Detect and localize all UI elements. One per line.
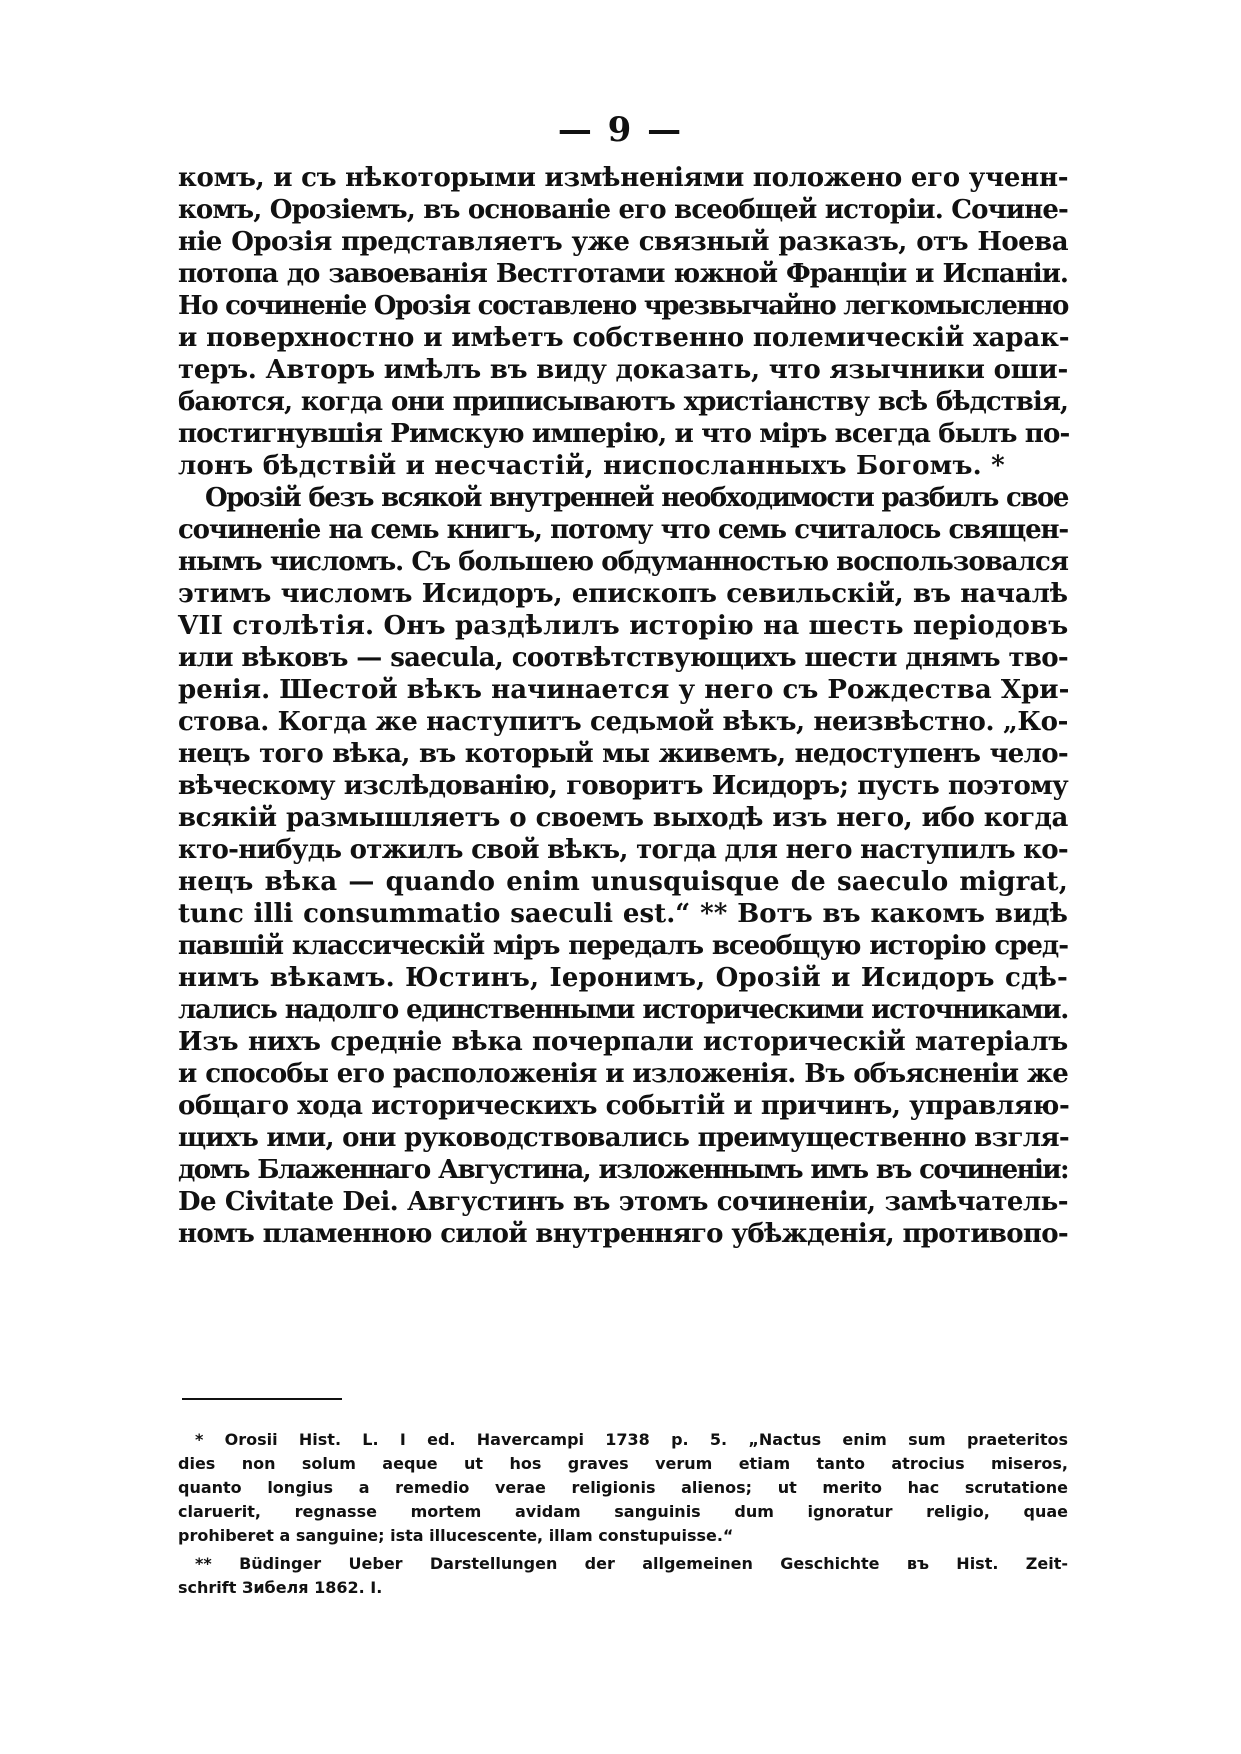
footnote-line: claruerit, regnasse mortem avidam sanguinis dum ignoratur religio, quae xyxy=(178,1502,1068,1521)
body-line: вѣческому изслѣдованію, говоритъ Исидоръ; пусть поэтому xyxy=(178,771,1068,801)
body-line: баются, когда они приписываютъ христіанству всѣ бѣдствія, xyxy=(178,387,1068,417)
body-line: сочиненіе на семь книгъ, потому что семь считалось священ- xyxy=(178,515,1068,545)
body-line: домъ Блаженнаго Августина, изложеннымъ имъ въ сочиненіи: xyxy=(178,1155,1068,1185)
footnote-line: prohiberet a sanguine; ista illucescente, illam constupuisse.“ xyxy=(178,1526,734,1545)
body-line: лались надолго единственными историческими источниками. xyxy=(178,995,1068,1025)
footnote-line: ** Büdinger Ueber Darstellungen der allgemeinen Geschichte въ Hist. Zeit- xyxy=(195,1554,1068,1573)
body-line: и поверхностно и имѣетъ собственно полемическій харак- xyxy=(178,323,1070,353)
body-line: или вѣковъ — saecula, соотвѣтствующихъ шести днямъ тво- xyxy=(178,643,1068,673)
body-line: ренія. Шестой вѣкъ начинается у него съ Рождества Хри- xyxy=(178,675,1070,705)
body-line: tunc illi consummatio saeculi est.“ ** Вотъ въ какомъ видѣ xyxy=(178,899,1068,929)
body-line: и способы его расположенія и изложенія. Въ объясненіи же xyxy=(178,1059,1068,1089)
footnote-line: schrift Зибеля 1862. I. xyxy=(178,1578,383,1597)
body-line: комъ, Орозіемъ, въ основаніе его всеобщей исторіи. Сочине- xyxy=(178,195,1068,225)
body-line: лонъ бѣдствій и несчастій, ниспосланныхъ Богомъ. * xyxy=(178,451,1005,481)
page-number: — 9 — xyxy=(557,110,684,150)
body-line: павшій классическій міръ передалъ всеобщую исторію сред- xyxy=(178,931,1068,961)
body-line: нымъ числомъ. Съ большею обдуманностью воспользовался xyxy=(178,547,1068,577)
body-line: нецъ вѣка — quando enim unusquisque de saeculo migrat, xyxy=(178,867,1068,897)
body-line: щихъ ими, они руководствовались преимущественно взгля- xyxy=(178,1123,1070,1153)
body-line: номъ пламенною силой внутренняго убѣжденія, противопо- xyxy=(178,1219,1068,1249)
body-line: нимъ вѣкамъ. Юстинъ, Іеронимъ, Орозій и Исидоръ сдѣ- xyxy=(178,963,1068,993)
body-line: всякій размышляетъ о своемъ выходѣ изъ него, ибо когда xyxy=(178,803,1068,833)
body-line: общаго хода историческихъ событій и причинъ, управляю- xyxy=(178,1091,1070,1121)
body-line: ніе Орозія представляетъ уже связный разказъ, отъ Ноева xyxy=(178,227,1068,257)
body-line: постигнувшія Римскую имперію, и что міръ всегда былъ по- xyxy=(178,419,1070,449)
body-line: Изъ нихъ средніе вѣка почерпали историческій матеріалъ xyxy=(178,1027,1068,1057)
body-line: потопа до завоеванія Вестготами южной Франціи и Испаніи. xyxy=(178,259,1068,289)
footnote-line: quanto longius a remedio verae religionis alienos; ut merito hac scrutatione xyxy=(178,1478,1068,1497)
footnote-rule xyxy=(182,1398,342,1400)
body-line: Орозій безъ всякой внутренней необходимости разбилъ свое xyxy=(205,483,1068,513)
body-line: De Civitate Dei. Августинъ въ этомъ сочиненіи, замѣчатель- xyxy=(178,1187,1068,1217)
body-line: VII столѣтія. Онъ раздѣлилъ исторію на шесть періодовъ xyxy=(178,611,1069,641)
body-line: нецъ того вѣка, въ который мы живемъ, недоступенъ чело- xyxy=(178,739,1068,769)
footnote-line: dies non solum aeque ut hos graves verum etiam tanto atrocius miseros, xyxy=(178,1454,1068,1473)
body-line: теръ. Авторъ имѣлъ въ виду доказать, что язычники оши- xyxy=(178,355,1068,385)
body-line: Но сочиненіе Орозія составлено чрезвычайно легкомысленно xyxy=(178,291,1068,321)
body-line: комъ, и съ нѣкоторыми измѣненіями положено его ученн- xyxy=(178,163,1069,193)
body-line: стова. Когда же наступитъ седьмой вѣкъ, неизвѣстно. „Ко- xyxy=(178,707,1068,737)
footnote-line: * Orosii Hist. L. I ed. Havercampi 1738 p. 5. „Nactus enim sum praeteritos xyxy=(195,1430,1068,1449)
body-line: этимъ числомъ Исидоръ, епископъ севильскій, въ началѣ xyxy=(178,579,1068,609)
body-line: кто-нибудь отжилъ свой вѣкъ, тогда для него наступилъ ко- xyxy=(178,835,1068,865)
